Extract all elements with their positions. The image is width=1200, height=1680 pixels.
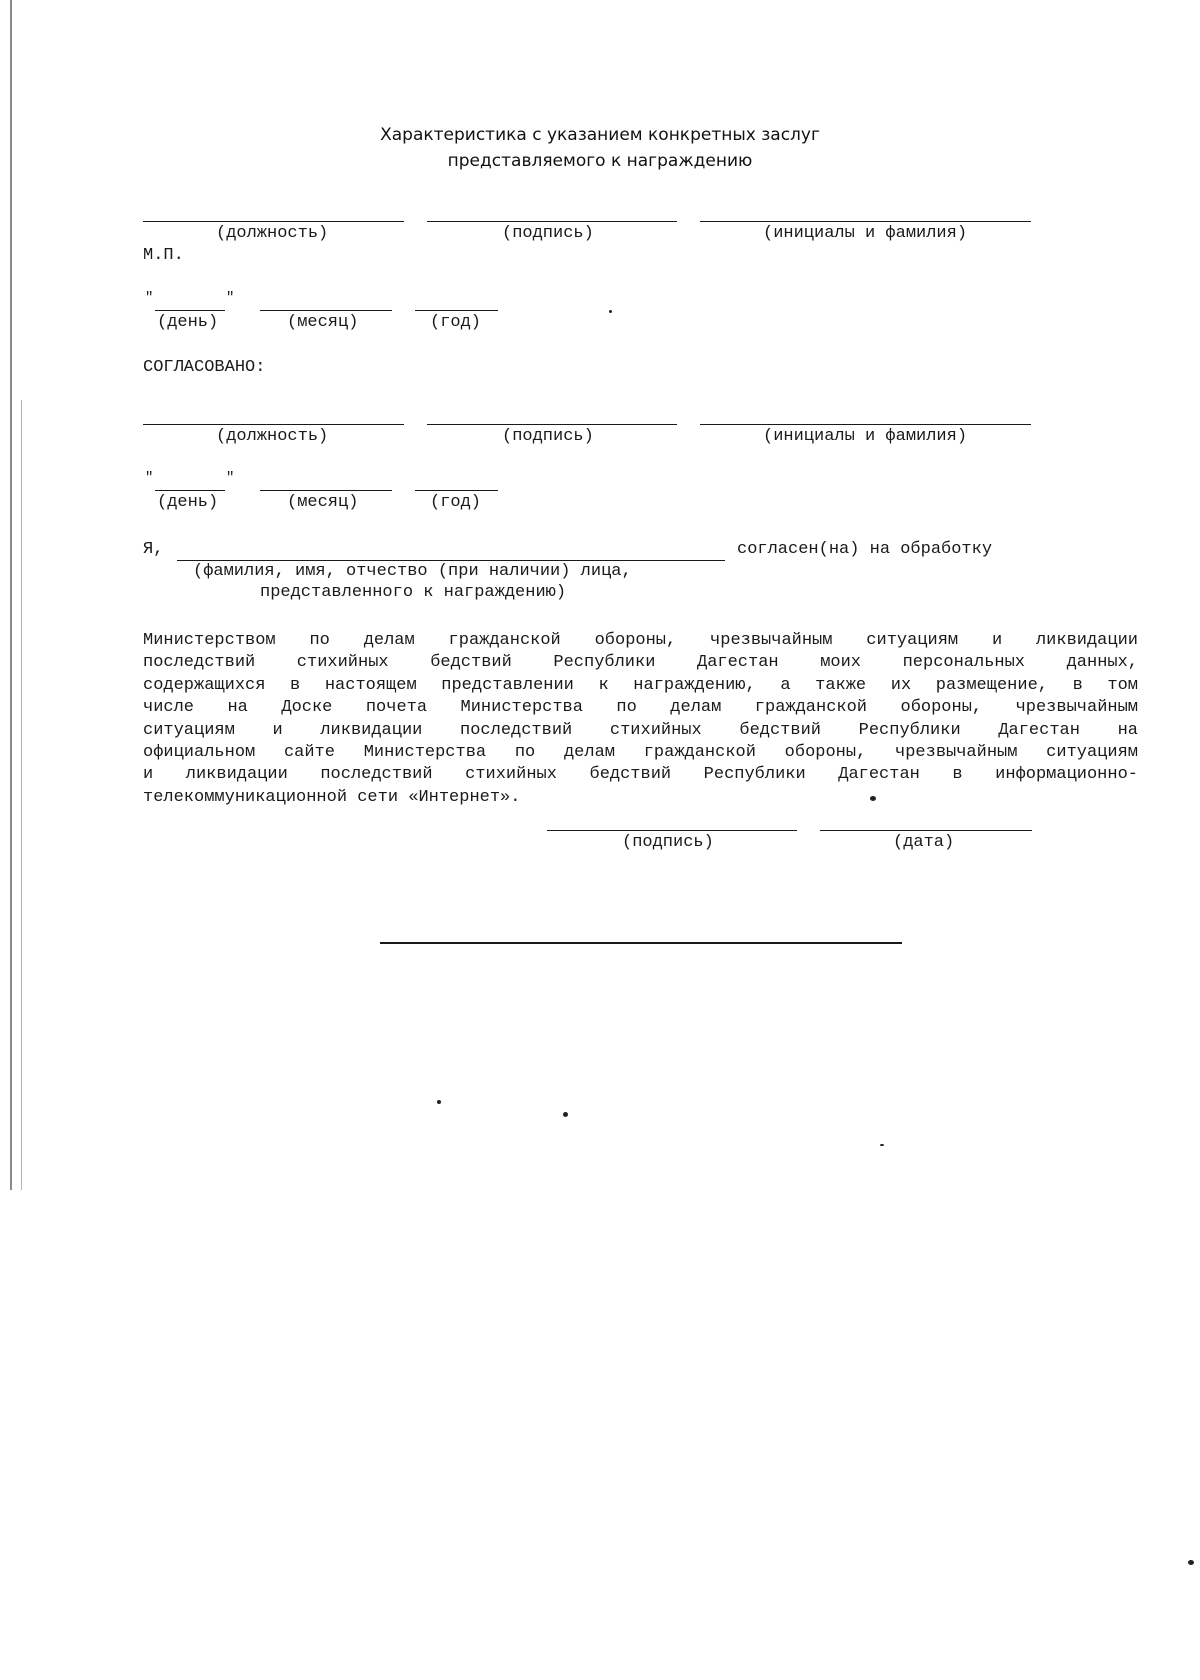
closing-rule bbox=[380, 942, 902, 944]
full-name-hint-line-1: (фамилия, имя, отчество (при наличии) лица, bbox=[193, 562, 632, 581]
consent-signature-line bbox=[547, 830, 797, 831]
scan-speck bbox=[1188, 1560, 1194, 1565]
signature-line bbox=[427, 221, 677, 222]
consent-paragraph-line: официальном сайте Министерства по делам гражданской обороны, чрезвычайным ситуациям bbox=[143, 742, 1138, 762]
consent-paragraph-line: и ликвидации последствий стихийных бедствий Республики Дагестан в информационно- bbox=[143, 765, 1138, 785]
signature-label: (подпись) bbox=[502, 427, 594, 446]
document-title bbox=[300, 122, 900, 174]
consent-signature-label: (подпись) bbox=[622, 833, 714, 852]
day-label: (день) bbox=[157, 493, 219, 512]
consent-paragraph-line: последствий стихийных бедствий Республики Дагестан моих персональных данных, bbox=[143, 653, 1138, 673]
quote-close: " bbox=[226, 470, 235, 486]
consent-suffix: согласен(на) на обработку bbox=[737, 540, 993, 559]
title-line-1: Характеристика с указанием конкретных заслуг bbox=[380, 125, 820, 145]
quote-open: " bbox=[145, 290, 154, 306]
year-label: (год) bbox=[430, 313, 482, 332]
scan-speck bbox=[437, 1100, 441, 1104]
day-label: (день) bbox=[157, 313, 219, 332]
stamp-label: М.П. bbox=[143, 246, 184, 265]
month-label: (месяц) bbox=[287, 313, 359, 332]
consent-paragraph-line: ситуациям и ликвидации последствий стихийных бедствий Республики Дагестан на bbox=[143, 720, 1138, 740]
position-label: (должность) bbox=[216, 427, 329, 446]
consent-date-line bbox=[820, 830, 1032, 831]
year-line bbox=[415, 490, 498, 491]
consent-paragraph-line: содержащихся в настоящем представлении к награждению, а также их размещение, в том bbox=[143, 675, 1138, 695]
year-label: (год) bbox=[430, 493, 482, 512]
name-label: (инициалы и фамилия) bbox=[763, 427, 968, 446]
quote-open: " bbox=[145, 470, 154, 486]
title-line-2: представляемого к награждению bbox=[447, 151, 753, 171]
month-label: (месяц) bbox=[287, 493, 359, 512]
day-line bbox=[155, 310, 225, 311]
position-label: (должность) bbox=[216, 224, 329, 243]
consent-paragraph-line: числе на Доске почета Министерства по делам гражданской обороны, чрезвычайным bbox=[143, 698, 1138, 718]
consent-paragraph bbox=[143, 630, 1138, 809]
scan-edge-line bbox=[21, 400, 22, 1190]
full-name-hint-line-2: представленного к награждению) bbox=[260, 583, 567, 602]
consent-prefix: Я, bbox=[143, 540, 164, 559]
scan-speck bbox=[870, 796, 876, 801]
name-line bbox=[700, 221, 1031, 222]
position-line bbox=[143, 221, 404, 222]
month-line bbox=[260, 310, 392, 311]
scan-speck bbox=[880, 1144, 884, 1146]
quote-close: " bbox=[226, 290, 235, 306]
position-line bbox=[143, 424, 404, 425]
approved-heading: СОГЛАСОВАНО: bbox=[143, 358, 266, 377]
scan-speck bbox=[563, 1112, 568, 1117]
scan-edge-line bbox=[10, 0, 12, 1190]
consent-date-label: (дата) bbox=[893, 833, 955, 852]
signature-line bbox=[427, 424, 677, 425]
signature-label: (подпись) bbox=[502, 224, 594, 243]
consent-paragraph-line: телекоммуникационной сети «Интернет». bbox=[143, 787, 521, 807]
month-line bbox=[260, 490, 392, 491]
day-line bbox=[155, 490, 225, 491]
consent-paragraph-line: Министерством по делам гражданской обороны, чрезвычайным ситуациям и ликвидации bbox=[143, 631, 1138, 650]
scan-speck bbox=[609, 310, 612, 313]
name-line bbox=[700, 424, 1031, 425]
year-line bbox=[415, 310, 498, 311]
name-label: (инициалы и фамилия) bbox=[763, 224, 968, 243]
full-name-line bbox=[177, 560, 725, 561]
